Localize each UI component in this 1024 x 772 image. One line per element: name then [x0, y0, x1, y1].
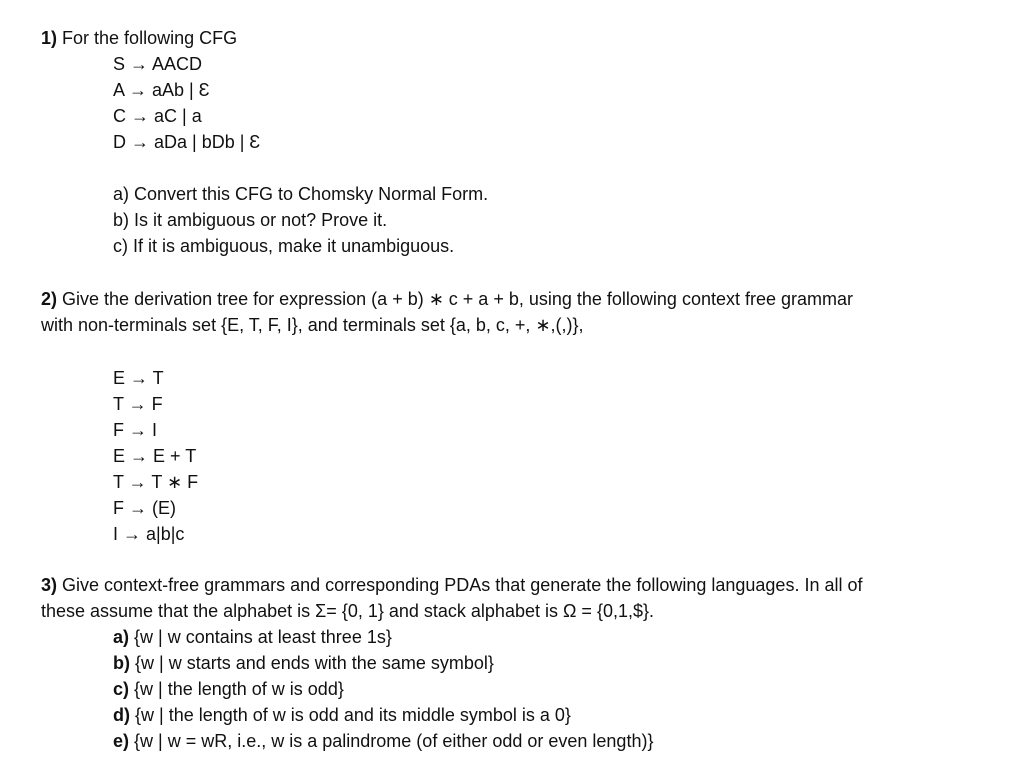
- q3-item-text: {w | w = wR, i.e., w is a palindrome (of either odd or even length)}: [134, 731, 654, 751]
- q1-grammar-rule: D → aDa | bDb | Ɛ: [113, 132, 261, 152]
- q3-item-d: [113, 703, 571, 727]
- q3-item-label: b): [113, 653, 130, 673]
- q2-text-line1: Give the derivation tree for expression (a + b) ∗ c + a + b, using the following context free grammar: [62, 289, 854, 309]
- q2-grammar-rule: E → T: [113, 368, 164, 388]
- q3-item-e: [113, 729, 653, 753]
- q3-item-label: a): [113, 627, 130, 647]
- q3-text-line2: these assume that the alphabet is Σ= {0, 1} and stack alphabet is Ω = {0,1,$}.: [41, 601, 655, 621]
- q2-grammar-rule: T → T ∗ F: [113, 472, 199, 492]
- q1-grammar-rule: S → AACD: [113, 54, 203, 74]
- q3-item-label: e): [113, 731, 130, 751]
- q3-item-text: {w | w contains at least three 1s}: [134, 627, 392, 647]
- q3-item-text: {w | the length of w is odd and its middle symbol is a 0}: [135, 705, 571, 725]
- q1-heading: [41, 26, 237, 50]
- q1-title: For the following CFG: [62, 28, 238, 48]
- q3-number: 3): [41, 575, 58, 595]
- q1-part-c: c) If it is ambiguous, make it unambiguous.: [113, 236, 455, 256]
- q2-text-line2: with non-terminals set {E, T, F, I}, and terminals set {a, b, c, +, ∗,(,)},: [41, 315, 584, 335]
- q2-grammar-rule: E → E + T: [113, 446, 197, 466]
- q3-item-label: d): [113, 705, 130, 725]
- q3-item-text: {w | w starts and ends with the same symbol}: [135, 653, 494, 673]
- q2-grammar-rule: I → a|b|c: [113, 524, 185, 544]
- q1-part-a: a) Convert this CFG to Chomsky Normal Form.: [113, 184, 489, 204]
- q3-item-b: [113, 651, 494, 675]
- q3-text-line1: Give context-free grammars and corresponding PDAs that generate the following languages. In all of: [62, 575, 863, 595]
- q1-number: 1): [41, 28, 58, 48]
- q3-heading: [41, 573, 862, 597]
- q2-grammar-rule: T → F: [113, 394, 163, 414]
- q3-item-text: {w | the length of w is odd}: [134, 679, 344, 699]
- q3-item-a: [113, 625, 392, 649]
- q2-heading: [41, 287, 853, 311]
- q1-grammar-rule: C → aC | a: [113, 106, 202, 126]
- q1-part-b: b) Is it ambiguous or not? Prove it.: [113, 210, 388, 230]
- q3-item-label: c): [113, 679, 130, 699]
- q3-item-c: [113, 677, 344, 701]
- q2-grammar-rule: F → (E): [113, 498, 176, 518]
- q2-number: 2): [41, 289, 58, 309]
- q2-grammar-rule: F → I: [113, 420, 157, 440]
- q1-grammar-rule: A → aAb | Ɛ: [113, 80, 210, 100]
